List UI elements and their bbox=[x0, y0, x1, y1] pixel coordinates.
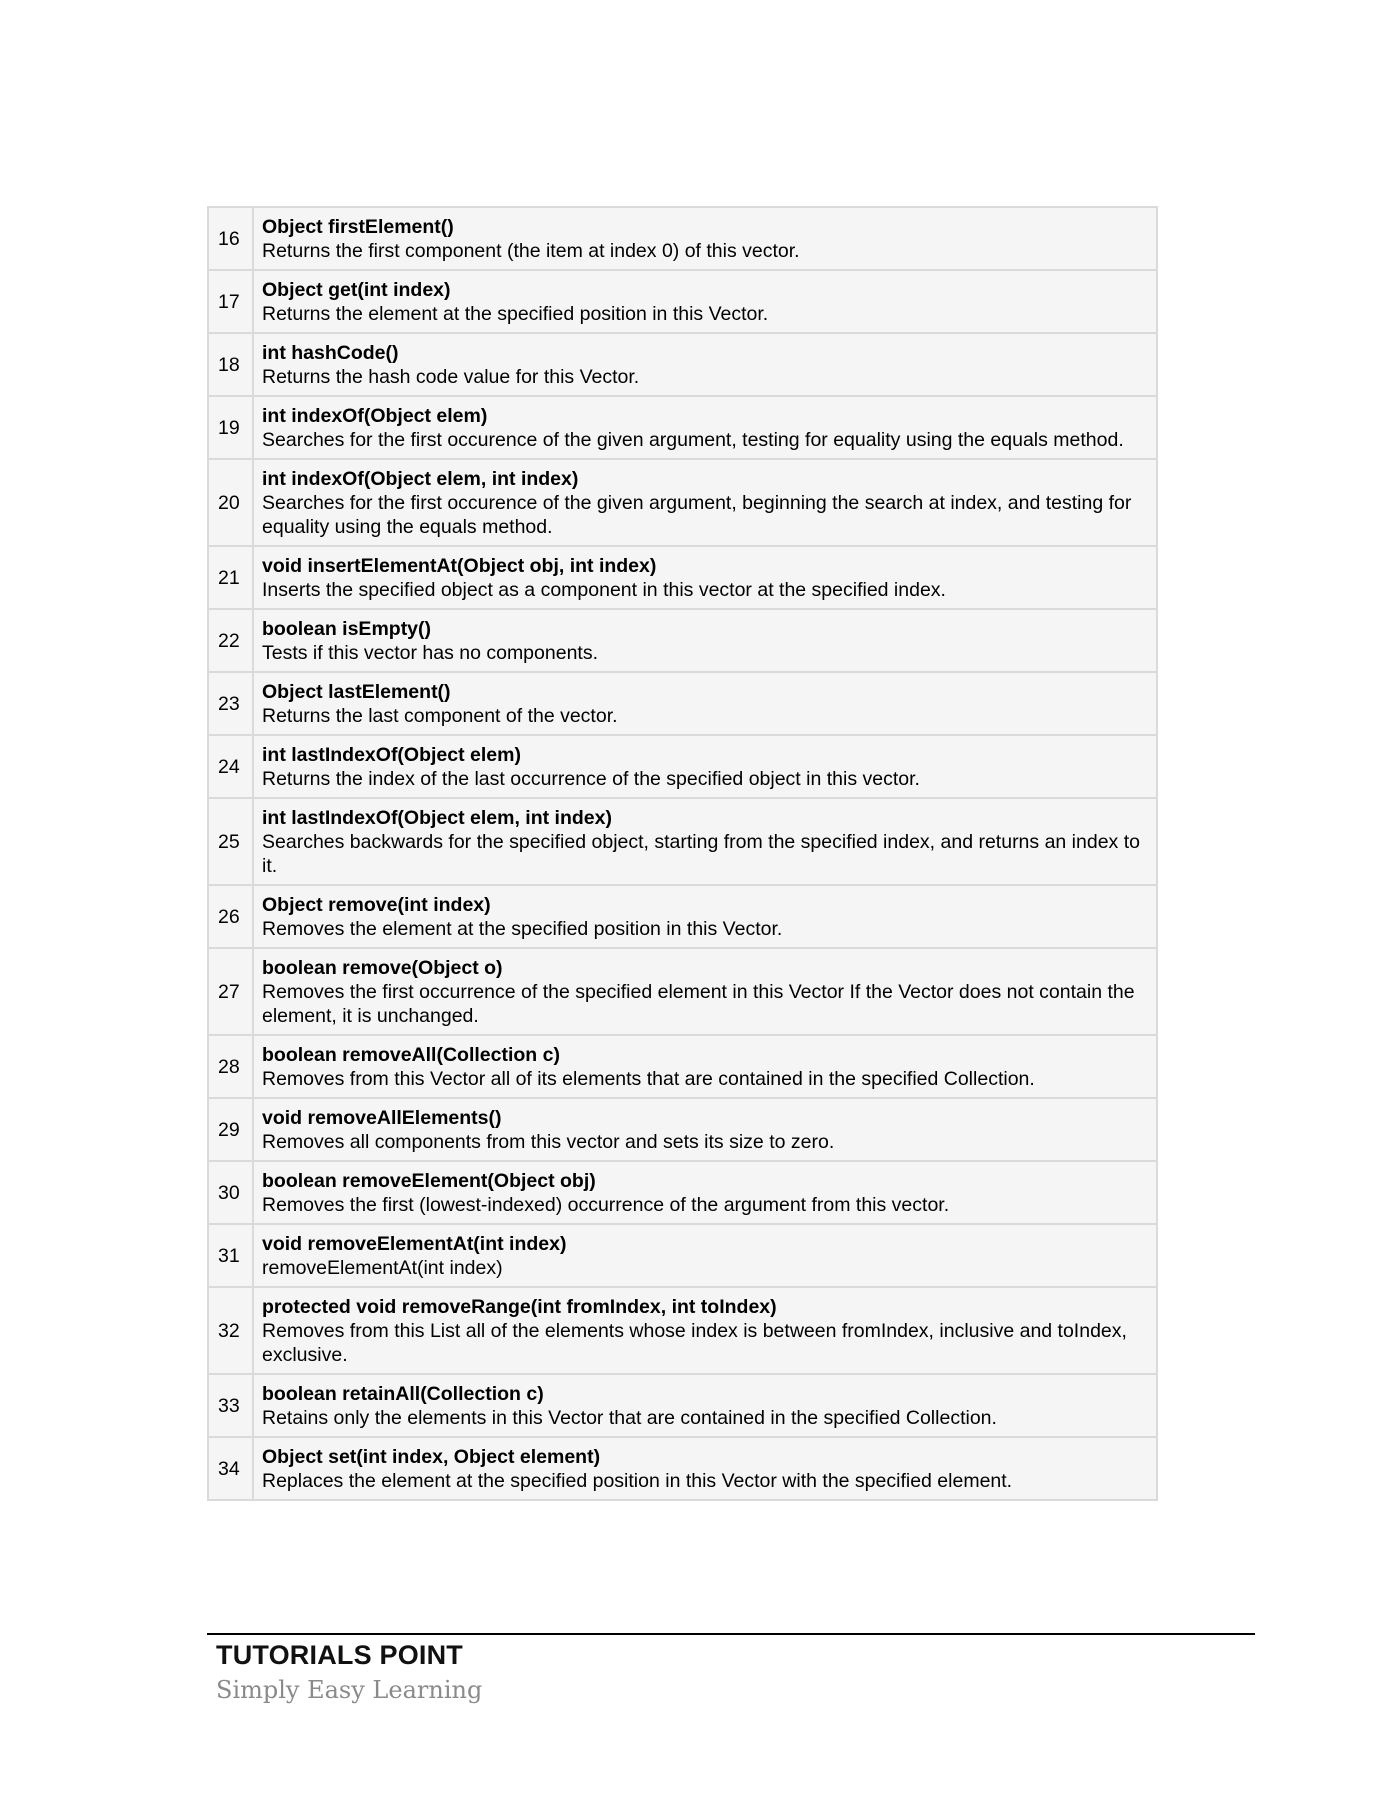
method-description: Removes all components from this vector and sets its size to zero. bbox=[262, 1131, 835, 1153]
row-number: 24 bbox=[208, 735, 253, 798]
row-number: 21 bbox=[208, 546, 253, 609]
method-cell bbox=[253, 270, 1157, 333]
method-description: Returns the first component (the item at index 0) of this vector. bbox=[262, 240, 800, 262]
method-signature: boolean isEmpty() bbox=[262, 618, 432, 640]
table-row bbox=[208, 1437, 1157, 1500]
table-row bbox=[208, 1374, 1157, 1437]
row-number: 34 bbox=[208, 1437, 253, 1500]
method-cell bbox=[253, 948, 1157, 1035]
method-description: Removes the element at the specified position in this Vector. bbox=[262, 918, 783, 940]
row-number: 23 bbox=[208, 672, 253, 735]
row-number: 22 bbox=[208, 609, 253, 672]
method-cell bbox=[253, 735, 1157, 798]
table-row bbox=[208, 1161, 1157, 1224]
method-cell bbox=[253, 798, 1157, 885]
row-number: 28 bbox=[208, 1035, 253, 1098]
method-cell bbox=[253, 1287, 1157, 1374]
table-row bbox=[208, 1224, 1157, 1287]
table-row bbox=[208, 735, 1157, 798]
row-number: 30 bbox=[208, 1161, 253, 1224]
method-description: Returns the element at the specified position in this Vector. bbox=[262, 303, 769, 325]
table-row bbox=[208, 672, 1157, 735]
method-signature: protected void removeRange(int fromIndex, int toIndex) bbox=[262, 1296, 777, 1318]
method-signature: Object remove(int index) bbox=[262, 894, 491, 916]
methods-table-body bbox=[208, 207, 1157, 1500]
row-number: 29 bbox=[208, 1098, 253, 1161]
footer-brand: TUTORIALS POINT bbox=[216, 1640, 464, 1670]
method-description: Searches for the first occurence of the given argument, testing for equality using the equals method. bbox=[262, 429, 1124, 451]
method-cell bbox=[253, 672, 1157, 735]
method-description: Inserts the specified object as a component in this vector at the specified index. bbox=[262, 579, 946, 601]
row-number: 18 bbox=[208, 333, 253, 396]
row-number: 31 bbox=[208, 1224, 253, 1287]
method-description: Removes the first (lowest-indexed) occurrence of the argument from this vector. bbox=[262, 1194, 950, 1216]
row-number: 27 bbox=[208, 948, 253, 1035]
method-signature: boolean remove(Object o) bbox=[262, 957, 503, 979]
table-row bbox=[208, 1035, 1157, 1098]
table-row bbox=[208, 609, 1157, 672]
method-signature: boolean removeAll(Collection c) bbox=[262, 1044, 560, 1066]
method-cell bbox=[253, 1437, 1157, 1500]
method-signature: int hashCode() bbox=[262, 342, 399, 364]
method-cell bbox=[253, 1374, 1157, 1437]
row-number: 17 bbox=[208, 270, 253, 333]
table-row bbox=[208, 270, 1157, 333]
table-row bbox=[208, 798, 1157, 885]
table-row bbox=[208, 1287, 1157, 1374]
method-signature: int lastIndexOf(Object elem, int index) bbox=[262, 807, 612, 829]
table-row bbox=[208, 459, 1157, 546]
table-row bbox=[208, 396, 1157, 459]
table-row bbox=[208, 1098, 1157, 1161]
method-cell bbox=[253, 1035, 1157, 1098]
method-description: Replaces the element at the specified position in this Vector with the specified element. bbox=[262, 1470, 1013, 1492]
row-number: 20 bbox=[208, 459, 253, 546]
method-cell bbox=[253, 459, 1157, 546]
method-signature: void removeAllElements() bbox=[262, 1107, 502, 1129]
method-cell bbox=[253, 546, 1157, 609]
footer-divider bbox=[207, 1633, 1255, 1635]
method-cell bbox=[253, 885, 1157, 948]
method-signature: void removeElementAt(int index) bbox=[262, 1233, 567, 1255]
row-number: 16 bbox=[208, 207, 253, 270]
method-signature: int lastIndexOf(Object elem) bbox=[262, 744, 521, 766]
method-description: Searches for the first occurence of the given argument, beginning the search at index, and testing for equality using the equals method. bbox=[262, 492, 1132, 538]
method-cell bbox=[253, 1224, 1157, 1287]
method-signature: boolean retainAll(Collection c) bbox=[262, 1383, 544, 1405]
method-description: Removes from this Vector all of its elements that are contained in the specified Collection. bbox=[262, 1068, 1035, 1090]
method-description: Returns the last component of the vector. bbox=[262, 705, 618, 727]
method-cell bbox=[253, 1098, 1157, 1161]
row-number: 19 bbox=[208, 396, 253, 459]
method-signature: boolean removeElement(Object obj) bbox=[262, 1170, 596, 1192]
method-description: Returns the hash code value for this Vector. bbox=[262, 366, 640, 388]
table-row bbox=[208, 885, 1157, 948]
method-description: Removes the first occurrence of the specified element in this Vector If the Vector does not contain the element, it is unchanged. bbox=[262, 981, 1135, 1027]
method-signature: Object set(int index, Object element) bbox=[262, 1446, 601, 1468]
method-signature: int indexOf(Object elem, int index) bbox=[262, 468, 579, 490]
method-description: removeElementAt(int index) bbox=[262, 1257, 503, 1279]
method-description: Searches backwards for the specified object, starting from the specified index, and returns an index to it. bbox=[262, 831, 1140, 877]
method-description: Removes from this List all of the elements whose index is between fromIndex, inclusive and toIndex, exclusive. bbox=[262, 1320, 1127, 1366]
footer-tagline: Simply Easy Learning bbox=[216, 1676, 483, 1704]
row-number: 26 bbox=[208, 885, 253, 948]
method-signature: int indexOf(Object elem) bbox=[262, 405, 488, 427]
table-row bbox=[208, 546, 1157, 609]
method-cell bbox=[253, 1161, 1157, 1224]
table-row bbox=[208, 207, 1157, 270]
method-signature: Object firstElement() bbox=[262, 216, 454, 238]
table-row bbox=[208, 948, 1157, 1035]
method-cell bbox=[253, 333, 1157, 396]
method-cell bbox=[253, 396, 1157, 459]
table-row bbox=[208, 333, 1157, 396]
method-description: Tests if this vector has no components. bbox=[262, 642, 598, 664]
method-signature: Object lastElement() bbox=[262, 681, 451, 703]
method-cell bbox=[253, 609, 1157, 672]
method-signature: void insertElementAt(Object obj, int index) bbox=[262, 555, 657, 577]
method-signature: Object get(int index) bbox=[262, 279, 451, 301]
method-description: Retains only the elements in this Vector that are contained in the specified Collection. bbox=[262, 1407, 997, 1429]
method-cell bbox=[253, 207, 1157, 270]
method-description: Returns the index of the last occurrence of the specified object in this vector. bbox=[262, 768, 920, 790]
methods-table bbox=[207, 206, 1158, 1501]
row-number: 32 bbox=[208, 1287, 253, 1374]
row-number: 25 bbox=[208, 798, 253, 885]
row-number: 33 bbox=[208, 1374, 253, 1437]
